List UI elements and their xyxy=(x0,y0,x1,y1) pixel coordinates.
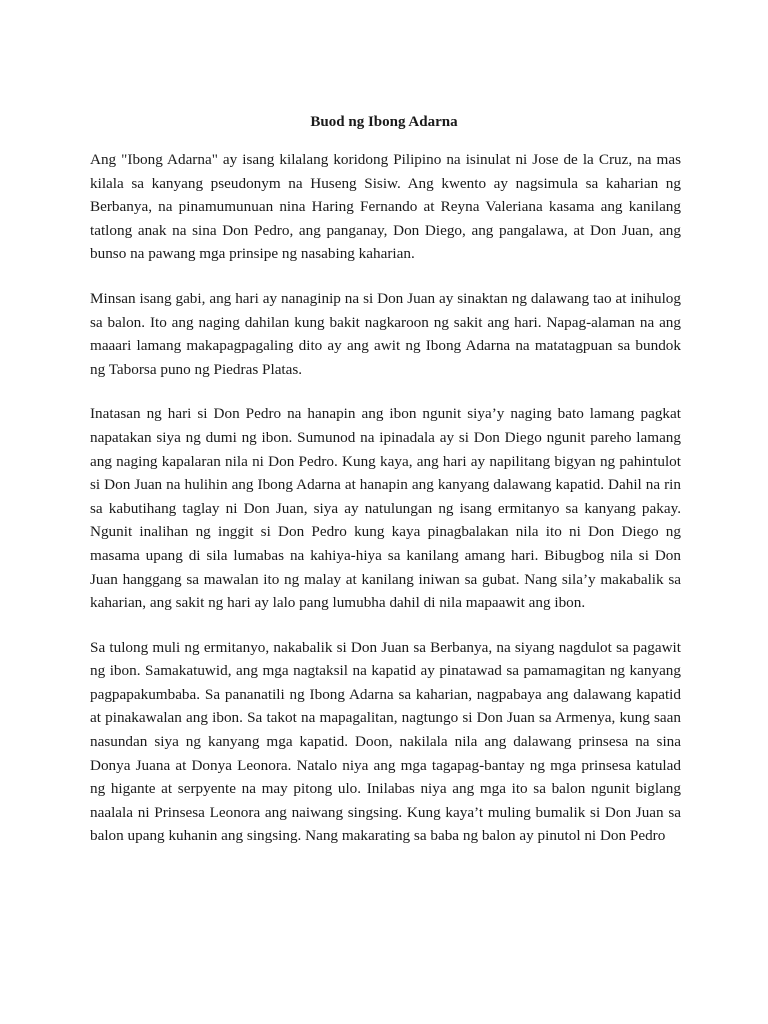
paragraph-1: Ang "Ibong Adarna" ay isang kilalang koridong Pilipino na isinulat ni Jose de la Cruz, na mas kilala sa kanyang pseudonym na Huseng Sisiw. Ang kwento ay nagsimula sa kaharian ng Berbanya, na pinamumunuan nina Haring Fernando at Reyna Valeriana kasama ang kanilang tatlong anak na sina Don Pedro, ang panganay, Don Diego, ang pangalawa, at Don Juan, ang bunso na pawang mga prinsipe ng nasabing kaharian. xyxy=(90,151,681,263)
paragraph-4: Sa tulong muli ng ermitanyo, nakabalik si Don Juan sa Berbanya, na siyang nagdulot sa pagawit ng ibon. Samakatuwid, ang mga nagtaksil na kapatid ay pinatawad sa pamamagitan ng kanyang pagpapakumbaba. Sa pananatili ng Ibong Adarna sa kaharian, nagpabaya ang dalawang kapatid at pinakawalan ang ibon. Sa takot na mapagalitan, nagtungo si Don Juan sa Armenya, kung saan nasundan siya ng kanyang mga kapatid. Doon, nakilala nila ang dalawang prinsesa na sina Donya Juana at Donya Leonora. Natalo niya ang mga tagapag-bantay ng mga prinsesa katulad ng higante at serpyente na may pitong ulo. Inilabas niya ang mga ito sa balon ngunit biglang naalala ni Prinsesa Leonora ang naiwang singsing. Kung kaya’t muling bumalik si Don Juan sa balon upang kuhanin ang singsing. Nang makarating sa baba ng balon ay pinutol ni Don Pedro xyxy=(90,638,681,845)
paragraph-2: Minsan isang gabi, ang hari ay nanaginip na si Don Juan ay sinaktan ng dalawang tao at inihulog sa balon. Ito ang naging dahilan kung bakit nagkaroon ng sakit ang hari. Napag-alaman na ang maaari lamang makapagpagaling dito ay ang awit ng Ibong Adarna na matatagpuan sa bundok ng Taborsa puno ng Piedras Platas. xyxy=(90,289,681,378)
paragraph-3: Inatasan ng hari si Don Pedro na hanapin ang ibon ngunit siya’y naging bato lamang pagkat napatakan siya ng dumi ng ibon. Sumunod na ipinadala ay si Don Diego ngunit pareho lamang ang naging kapalaran nila ni Don Pedro. Kung kaya, ang hari ay napilitang bigyan ng pahintulot si Don Juan na hulihin ang Ibong Adarna at hanapin ang kanyang dalawang kapatid. Dahil na rin sa kabutihang taglay ni Don Juan, siya ay natulungan ng isang ermitanyo sa kanyang pakay. Ngunit inalihan ng inggit si Don Pedro kung kaya pinagbalakan nila ito ni Don Diego ng masama upang di sila lumabas na kahiya-hiya sa kanilang amang hari. Bibugbog nila si Don Juan hanggang sa mawalan ito ng malay at kanilang iniwan sa gubat. Nang sila’y makabalik sa kaharian, ang sakit ng hari ay lalo pang lumubha dahil di nila mapaawit ang ibon. xyxy=(90,405,681,612)
document-title: Buod ng Ibong Adarna xyxy=(310,114,458,130)
document-body xyxy=(90,148,681,869)
